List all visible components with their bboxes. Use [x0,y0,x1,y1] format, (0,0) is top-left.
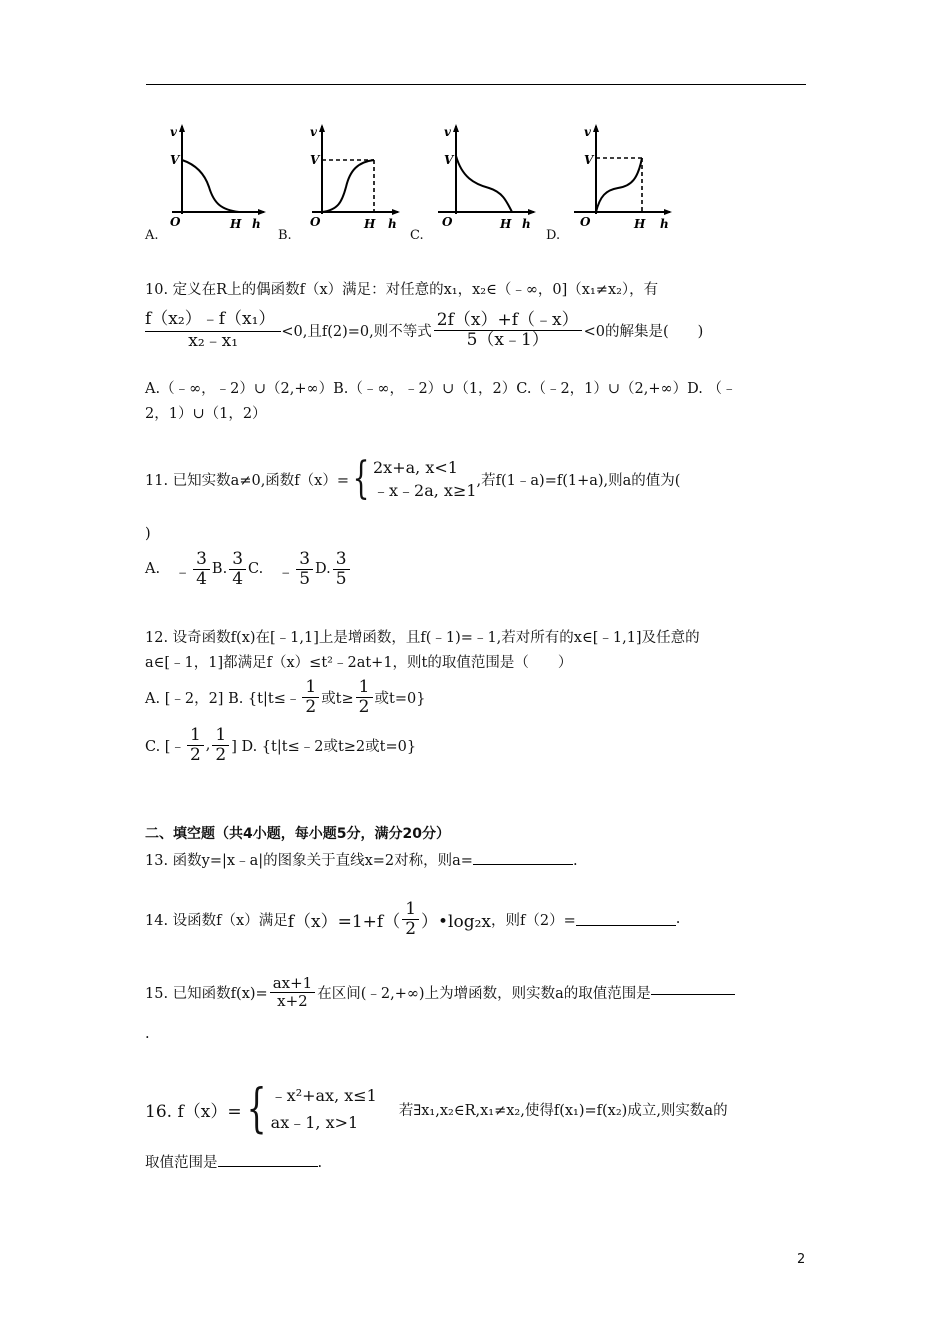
q14-formula-b: ）•log₂x [421,911,492,932]
q11-opt-b-num: 3 [229,550,246,570]
graph-d-mark-o: O [580,215,591,229]
graph-a-mark-v: V [170,153,180,167]
q11-opt-a-num: 3 [193,550,210,570]
graph-a-axis-v: v [170,125,177,139]
q15-prefix: 15. 已知函数f(x)= [145,985,268,1002]
graph-d-axis-v: v [584,125,591,139]
graph-a-mark-o: O [170,215,181,229]
q14-mid: ，则f（2）= [491,912,576,929]
q15-frac-num: ax+1 [270,975,316,993]
q12-opt-c-den1: 2 [189,744,201,765]
graph-d-mark-v: V [584,153,594,167]
q12-opt-b-den1: 2 [305,696,317,717]
graph-option-c [434,122,538,234]
q11-opt-b-den: 4 [232,568,244,589]
graph-c-axis-h: h [522,217,531,231]
q10-tail: <0的解集是( ) [583,323,704,340]
q11-opt-b-frac [229,550,246,588]
graph-option-a [164,122,268,234]
q16-prefix: 16. f（x）= [145,1101,242,1122]
q12-opt-ab-prefix: A. [﹣2，2] B. {t|t≤﹣ [145,690,301,707]
q10-frac1-den: x₂﹣x₁ [188,330,239,351]
q14-prefix: 14. 设函数f（x）满足 [145,912,288,929]
q11-opt-d-label: D. [315,561,331,578]
q12-opt-c-num2: 1 [212,726,229,746]
q12-opt-b-tail: 或t=0} [374,690,426,707]
graph-d-curve [596,158,642,212]
graph-c-axis-v: v [444,125,451,139]
graph-b-mark-o: O [310,215,321,229]
q10-inequality [145,310,703,350]
q10-fraction-2 [434,311,582,349]
q15-suffix: 在区间(﹣2,+∞)上为增函数，则实数a的取值范围是 [317,985,651,1002]
q15-frac [270,975,316,1009]
q12-opt-b-mid: 或t≥ [321,690,354,707]
q11-opt-c-sign: ﹣ [277,561,295,582]
q11-opt-c-den: 5 [299,568,311,589]
q13-tail: . [572,853,578,869]
graph-a-curve [182,160,239,212]
graph-b-axis-h: h [388,217,397,231]
graph-label-d: D. [546,228,561,243]
q10-options-line1: A.（﹣∞，﹣2）∪（2,+∞）B.（﹣∞，﹣2）∪（1，2）C.（﹣2，1）∪（2,+∞）D. （﹣ [145,381,737,397]
q10-frac2-num: 2f（x）+f（﹣x） [434,311,582,331]
q13-text: 13. 函数y=|x﹣a|的图象关于直线x=2对称，则a= [145,853,473,869]
q12-line2: a∈[﹣1，1]都满足f（x）≤t²﹣2at+1，则t的取值范围是（ ） [145,655,573,671]
graph-d-mark-h: H [634,217,646,231]
section-2-title: 二、填空题（共4小题，每小题5分，满分20分） [145,826,450,842]
q11-opt-a-label: A. [145,561,161,578]
q12-opt-c-prefix: C. [﹣ [145,738,185,755]
q11-options [145,550,352,588]
q11-opt-c-num: 3 [296,550,313,570]
graph-b-axis-v: v [310,125,317,139]
q16-tail: . [317,1155,323,1171]
q16-suffix: 若∃x₁,x₂∈R,x₁≠x₂,使得f(x₁)=f(x₂)成立,则实数a的 [398,1102,728,1119]
q12-opt-c-frac1 [187,726,204,764]
q14-frac-den: 2 [405,918,417,939]
page-number: 2 [797,1252,806,1267]
q14-formula-a: f（x）=1+f（ [287,911,401,932]
q11-opt-d-num: 3 [333,550,350,570]
graph-c-mark-v: V [444,153,454,167]
graph-d-axis-h: h [660,217,669,231]
q12-opt-b-num1: 1 [302,678,319,698]
q12-opt-b-frac2 [356,678,373,716]
q14-tail: . [675,911,681,928]
q11-prefix: 11. 已知实数a≠0,函数f（x）= [145,472,349,489]
q12-opt-c-num1: 1 [187,726,204,746]
q11-case1: 2x+a, x<1 [373,458,458,477]
q16-stem [145,1079,728,1140]
graph-a-axis-h: h [252,217,261,231]
q11-opt-a-sign: ﹣ [174,561,192,582]
q15-answer-blank[interactable] [651,994,735,995]
q14 [145,900,680,938]
q16-line2-text: 取值范围是 [145,1155,218,1171]
graph-label-c: C. [410,228,424,243]
q11-opt-c-frac [296,550,313,588]
q12-opt-b-num2: 1 [356,678,373,698]
q10-mid: <0,且f(2)=0,则不等式 [281,323,432,340]
q13-answer-blank[interactable] [473,864,573,865]
q12-opt-c-den2: 2 [215,744,227,765]
q10-fraction-1 [145,310,281,350]
q11-opt-d-den: 5 [335,568,347,589]
graph-c-curve [456,156,512,212]
q11-opt-a-den: 4 [196,568,207,589]
graph-label-a: A. [145,228,159,243]
q12-options-ab [145,678,425,716]
q10-frac1-num: f（x₂）﹣f（x₁） [145,310,281,332]
graph-b-mark-h: H [364,217,376,231]
q11-opt-d-frac [333,550,350,588]
q11-suffix: ,若f(1﹣a)=f(1+a),则a的值为( [476,472,681,489]
q16-answer-blank[interactable] [218,1166,318,1167]
q14-answer-blank[interactable] [576,925,676,926]
graph-c-mark-o: O [442,215,453,229]
q16-case1: ﹣x²+ax, x≤1 [270,1086,377,1105]
graph-option-d [570,122,674,234]
q12-opt-c-tail: ] D. {t|t≤﹣2或t≥2或t=0} [231,738,417,755]
q12-opt-b-frac1 [302,678,319,716]
q10-options-line2: 2，1）∪（1，2） [145,406,267,422]
graph-c-mark-h: H [500,217,512,231]
q16-cases [271,1082,377,1136]
q12-opt-c-frac2 [212,726,229,764]
q12-opt-c-comma: , [205,737,211,754]
graph-b-curve [322,160,374,212]
q10-frac2-den: 5（x﹣1） [466,329,549,350]
q11-stem [145,453,681,505]
q12-opt-b-den2: 2 [358,696,370,717]
q11-opt-c-label: C. [248,561,264,578]
graph-a-mark-h: H [230,217,242,231]
q11-opt-b-label: B. [211,561,228,578]
q11-opt-a-frac [193,550,210,588]
q16-brace: { [246,1079,267,1140]
q15 [145,975,735,1009]
q11-case2: ﹣x﹣2a, x≥1 [373,481,477,501]
q11-cases [373,456,477,502]
q16-line2 [145,1151,322,1172]
graph-label-b: B. [278,228,292,243]
q11-brace: { [352,453,370,505]
q14-frac [402,900,419,938]
header-rule [146,84,806,85]
q13 [145,849,578,870]
q12-line1: 12. 设奇函数f(x)在[﹣1,1]上是增函数，且f(﹣1)=﹣1,若对所有的x∈[﹣1,1]及任意的 [145,630,700,646]
q14-frac-num: 1 [402,900,419,920]
q15-frac-den: x+2 [277,991,308,1010]
q10-line1: 10. 定义在R上的偶函数f（x）满足：对任意的x₁，x₂∈（﹣∞，0]（x₁≠x₂），有 [145,282,659,298]
q11-close: ) [145,526,151,542]
q16-case2: ax﹣1, x>1 [270,1113,359,1133]
q15-tail: . [145,1026,150,1042]
graph-option-b [298,122,402,234]
q12-options-cd [145,726,416,764]
graph-b-mark-v: V [310,153,320,167]
